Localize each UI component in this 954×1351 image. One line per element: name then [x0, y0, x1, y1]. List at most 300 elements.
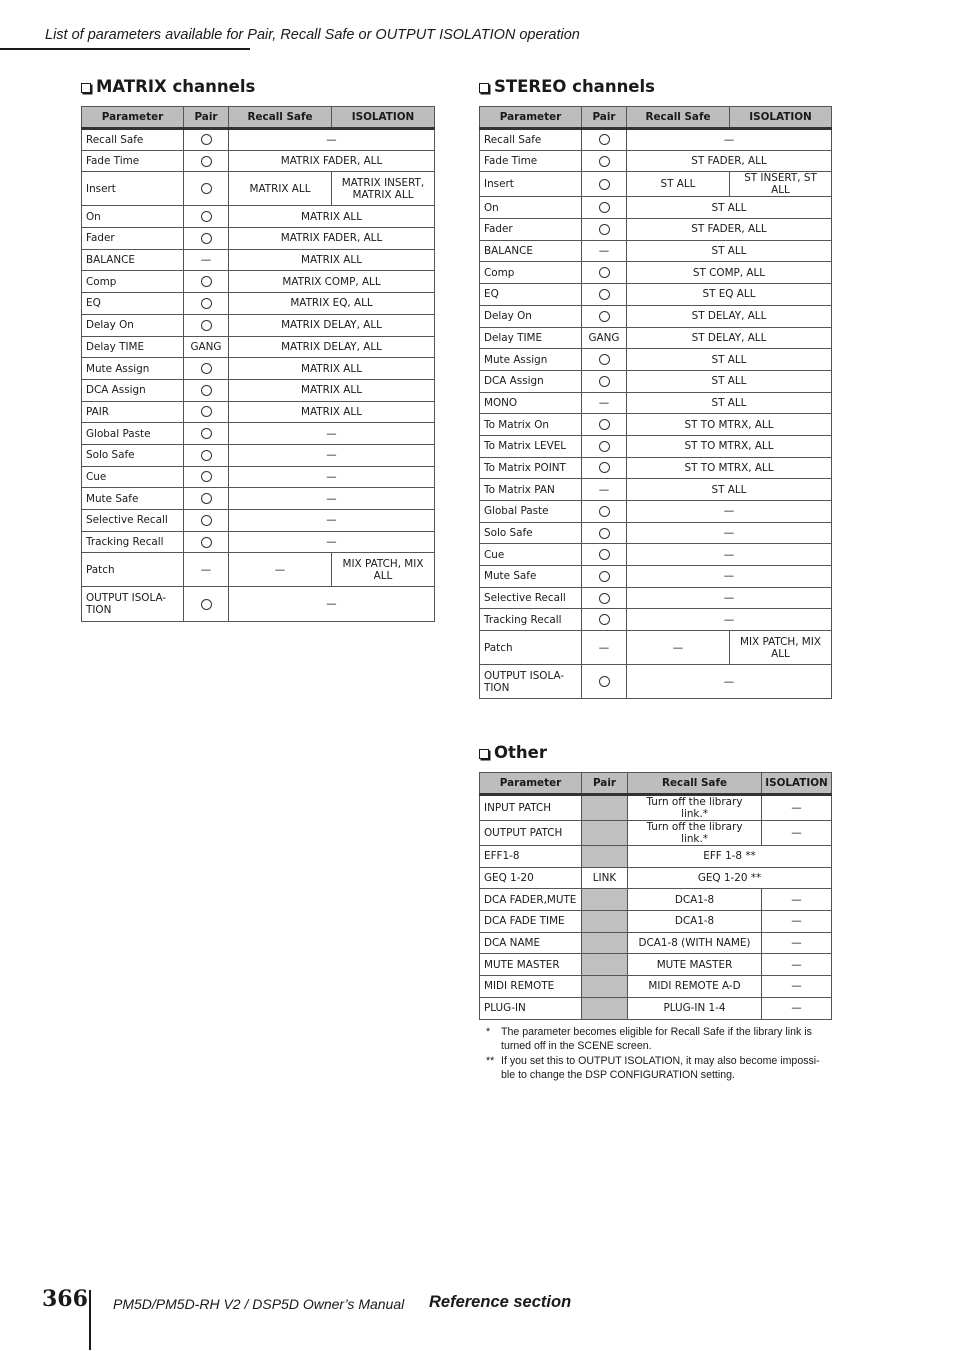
circle-icon	[201, 183, 212, 194]
table-row	[480, 609, 832, 631]
recall-safe-cell: ST ALL	[627, 172, 730, 197]
recall-safe-cell: —	[627, 522, 832, 544]
recall-safe-cell: ST DELAY, ALL	[627, 327, 832, 349]
parameter-cell: BALANCE	[82, 249, 184, 271]
parameter-cell: Global Paste	[82, 423, 184, 445]
table-row	[480, 370, 832, 392]
recall-safe-cell: —	[229, 423, 435, 445]
recall-safe-cell: Turn off the library link.*	[628, 821, 762, 846]
parameter-cell: DCA NAME	[480, 932, 582, 954]
header-rule	[0, 48, 250, 50]
footnote	[482, 1025, 832, 1053]
pair-cell	[582, 889, 628, 911]
table-row	[480, 821, 832, 846]
parameter-cell: Tracking Recall	[82, 531, 184, 553]
table-row	[82, 293, 435, 315]
pair-cell	[184, 271, 229, 293]
recall-safe-cell: MATRIX ALL	[229, 206, 435, 228]
parameter-cell: Cue	[82, 466, 184, 488]
table-row	[480, 327, 832, 349]
table-row	[480, 414, 832, 436]
circle-icon	[201, 428, 212, 439]
recall-safe-cell: DCA1-8 (WITH NAME)	[628, 932, 762, 954]
other-section-title	[479, 743, 547, 762]
table-row	[480, 262, 832, 284]
table-row	[480, 501, 832, 523]
table-row	[480, 349, 832, 371]
parameter-cell: Patch	[82, 553, 184, 587]
recall-safe-cell: ST FADER, ALL	[627, 150, 832, 172]
recall-safe-cell: —	[627, 587, 832, 609]
table-row	[480, 976, 832, 998]
circle-icon	[599, 549, 610, 560]
footnotes	[482, 1025, 832, 1083]
pair-cell: GANG	[582, 327, 627, 349]
table-row	[480, 544, 832, 566]
parameter-cell: DCA FADER,MUTE	[480, 889, 582, 911]
recall-safe-cell: ST TO MTRX, ALL	[627, 435, 832, 457]
parameter-cell: Fade Time	[82, 150, 184, 172]
pair-cell	[582, 150, 627, 172]
pair-cell	[582, 349, 627, 371]
pair-cell	[184, 314, 229, 336]
parameter-cell: Mute Safe	[82, 488, 184, 510]
circle-icon	[599, 419, 610, 430]
isolation-cell: —	[762, 795, 832, 821]
parameter-cell: MIDI REMOTE	[480, 976, 582, 998]
column-header-recall-safe: Recall Safe	[627, 107, 730, 129]
column-header-parameter: Parameter	[480, 773, 582, 795]
other-title-text: Other	[494, 743, 547, 762]
footnote-text: If you set this to OUTPUT ISOLATION, it may also become impossi-ble to change the DSP CONFIGURATION setting.	[501, 1055, 820, 1081]
table-row	[480, 522, 832, 544]
circle-icon	[599, 593, 610, 604]
recall-safe-cell: —	[627, 566, 832, 588]
recall-safe-cell: ST TO MTRX, ALL	[627, 414, 832, 436]
matrix-title-text: MATRIX channels	[96, 77, 256, 96]
table-row	[480, 587, 832, 609]
recall-safe-cell: DCA1-8	[628, 911, 762, 933]
table-row	[480, 867, 832, 889]
pair-cell	[582, 172, 627, 197]
circle-icon	[201, 385, 212, 396]
parameter-cell: EQ	[480, 284, 582, 306]
parameter-cell: Fader	[82, 228, 184, 250]
pair-cell	[582, 795, 628, 821]
table-row	[82, 488, 435, 510]
recall-safe-cell: ST ALL	[627, 349, 832, 371]
parameter-cell: GEQ 1-20	[480, 867, 582, 889]
table-row	[480, 150, 832, 172]
table-row	[480, 911, 832, 933]
circle-icon	[201, 450, 212, 461]
parameter-cell: Mute Assign	[82, 358, 184, 380]
pair-cell	[582, 997, 628, 1019]
recall-safe-cell: —	[229, 129, 435, 151]
pair-cell	[582, 457, 627, 479]
pair-cell	[582, 665, 627, 699]
checkbox-square-icon	[81, 83, 91, 93]
isolation-cell: —	[762, 889, 832, 911]
isolation-cell: —	[762, 976, 832, 998]
recall-safe-cell: ST ALL	[627, 479, 832, 501]
table-row	[480, 172, 832, 197]
circle-icon	[201, 537, 212, 548]
pair-cell: —	[184, 553, 229, 587]
parameter-cell: Selective Recall	[480, 587, 582, 609]
circle-icon	[599, 528, 610, 539]
circle-icon	[599, 224, 610, 235]
circle-icon	[599, 441, 610, 452]
circle-icon	[201, 156, 212, 167]
pair-cell	[184, 401, 229, 423]
circle-icon	[599, 571, 610, 582]
pair-cell	[582, 522, 627, 544]
isolation-cell: —	[762, 954, 832, 976]
pair-cell	[184, 129, 229, 151]
recall-safe-cell: MATRIX COMP, ALL	[229, 271, 435, 293]
recall-safe-cell: ST ALL	[627, 240, 832, 262]
checkbox-square-icon	[479, 749, 489, 759]
pair-cell	[582, 609, 627, 631]
pair-cell	[184, 488, 229, 510]
stereo-section-title	[479, 77, 655, 96]
table-row	[480, 954, 832, 976]
recall-safe-cell: ST EQ ALL	[627, 284, 832, 306]
parameter-cell: On	[82, 206, 184, 228]
pair-cell	[582, 954, 628, 976]
table-row	[480, 457, 832, 479]
table-row	[82, 510, 435, 532]
table-row	[82, 358, 435, 380]
pair-cell: —	[582, 479, 627, 501]
table-row	[480, 392, 832, 414]
table-row	[480, 997, 832, 1019]
parameter-cell: Delay TIME	[82, 336, 184, 358]
parameter-cell: Delay On	[82, 314, 184, 336]
parameter-cell: Selective Recall	[82, 510, 184, 532]
recall-safe-cell: DCA1-8	[628, 889, 762, 911]
parameter-cell: Delay On	[480, 305, 582, 327]
parameter-cell: To Matrix POINT	[480, 457, 582, 479]
parameter-cell: DCA FADE TIME	[480, 911, 582, 933]
recall-safe-cell: MATRIX ALL	[229, 172, 332, 206]
recall-safe-cell: MATRIX ALL	[229, 379, 435, 401]
pair-cell	[184, 358, 229, 380]
parameter-cell: Fader	[480, 219, 582, 241]
parameter-cell: DCA Assign	[480, 370, 582, 392]
parameter-cell: On	[480, 197, 582, 219]
pair-cell	[582, 219, 627, 241]
parameter-cell: Fade Time	[480, 150, 582, 172]
circle-icon	[599, 202, 610, 213]
table-row	[82, 466, 435, 488]
circle-icon	[599, 676, 610, 687]
pair-cell	[184, 587, 229, 622]
circle-icon	[201, 515, 212, 526]
parameter-cell: To Matrix LEVEL	[480, 435, 582, 457]
table-row	[82, 172, 435, 206]
isolation-cell: —	[762, 932, 832, 954]
recall-safe-cell: MATRIX ALL	[229, 358, 435, 380]
column-header-isolation: ISOLATION	[762, 773, 832, 795]
recall-safe-cell: MATRIX DELAY, ALL	[229, 314, 435, 336]
recall-safe-cell: MATRIX ALL	[229, 249, 435, 271]
parameter-cell: OUTPUT PATCH	[480, 821, 582, 846]
recall-safe-cell: ST DELAY, ALL	[627, 305, 832, 327]
pair-cell	[582, 976, 628, 998]
table-row	[82, 228, 435, 250]
pair-cell	[184, 510, 229, 532]
circle-icon	[201, 363, 212, 374]
pair-cell	[582, 587, 627, 609]
column-header-recall-safe: Recall Safe	[229, 107, 332, 129]
parameter-cell: Comp	[480, 262, 582, 284]
table-row	[480, 566, 832, 588]
footnote-text: The parameter becomes eligible for Recall Safe if the library link is turned off in the SCENE screen.	[501, 1026, 812, 1052]
parameter-cell: Cue	[480, 544, 582, 566]
circle-icon	[201, 599, 212, 610]
recall-safe-cell: —	[627, 631, 730, 665]
parameter-cell: PAIR	[82, 401, 184, 423]
circle-icon	[201, 211, 212, 222]
parameter-cell: Solo Safe	[82, 444, 184, 466]
pair-cell	[582, 197, 627, 219]
pair-cell: —	[582, 631, 627, 665]
page-header-title: List of parameters available for Pair, Recall Safe or OUTPUT ISOLATION operation	[45, 27, 580, 43]
circle-icon	[599, 311, 610, 322]
parameter-cell: Recall Safe	[82, 129, 184, 151]
isolation-cell: —	[762, 821, 832, 846]
circle-icon	[599, 289, 610, 300]
recall-safe-cell: EFF 1-8 **	[628, 846, 832, 868]
parameter-cell: DCA Assign	[82, 379, 184, 401]
table-row	[82, 129, 435, 151]
page-number: 366	[42, 1286, 88, 1312]
recall-safe-cell: ST COMP, ALL	[627, 262, 832, 284]
parameter-cell: OUTPUT ISOLA-TION	[82, 587, 184, 622]
column-header-pair: Pair	[582, 107, 627, 129]
circle-icon	[201, 276, 212, 287]
table-row	[480, 889, 832, 911]
pair-cell	[582, 262, 627, 284]
table-row	[480, 932, 832, 954]
pair-cell	[582, 911, 628, 933]
stereo-table	[479, 106, 832, 699]
footnote	[482, 1054, 832, 1082]
pair-cell	[582, 435, 627, 457]
recall-safe-cell: MATRIX FADER, ALL	[229, 150, 435, 172]
parameter-cell: Delay TIME	[480, 327, 582, 349]
pair-cell	[582, 821, 628, 846]
parameter-cell: Mute Safe	[480, 566, 582, 588]
recall-safe-cell: —	[229, 587, 435, 622]
table-row	[82, 379, 435, 401]
circle-icon	[599, 134, 610, 145]
recall-safe-cell: ST FADER, ALL	[627, 219, 832, 241]
parameter-cell: Solo Safe	[480, 522, 582, 544]
pair-cell	[582, 414, 627, 436]
circle-icon	[201, 406, 212, 417]
circle-icon	[201, 320, 212, 331]
pair-cell	[582, 305, 627, 327]
pair-cell	[184, 531, 229, 553]
table-row	[82, 401, 435, 423]
isolation-cell: MIX PATCH, MIX ALL	[730, 631, 832, 665]
footer-manual-title: PM5D/PM5D-RH V2 / DSP5D Owner’s Manual	[113, 1296, 405, 1312]
parameter-cell: To Matrix PAN	[480, 479, 582, 501]
isolation-cell: ST INSERT, ST ALL	[730, 172, 832, 197]
circle-icon	[201, 233, 212, 244]
pair-cell	[184, 150, 229, 172]
pair-cell	[184, 172, 229, 206]
recall-safe-cell: —	[627, 609, 832, 631]
recall-safe-cell: MUTE MASTER	[628, 954, 762, 976]
column-header-parameter: Parameter	[82, 107, 184, 129]
matrix-table	[81, 106, 435, 622]
circle-icon	[201, 471, 212, 482]
recall-safe-cell: —	[627, 544, 832, 566]
pair-cell: GANG	[184, 336, 229, 358]
recall-safe-cell: —	[229, 466, 435, 488]
recall-safe-cell: —	[229, 531, 435, 553]
parameter-cell: OUTPUT ISOLA-TION	[480, 665, 582, 699]
table-row	[82, 206, 435, 228]
recall-safe-cell: PLUG-IN 1-4	[628, 997, 762, 1019]
other-table	[479, 772, 832, 1020]
table-row	[480, 129, 832, 151]
parameter-cell: Comp	[82, 271, 184, 293]
footnote-mark: *	[486, 1026, 491, 1038]
table-row	[82, 444, 435, 466]
pair-cell	[582, 566, 627, 588]
recall-safe-cell: —	[229, 510, 435, 532]
circle-icon	[599, 506, 610, 517]
recall-safe-cell: —	[627, 129, 832, 151]
table-row	[82, 423, 435, 445]
circle-icon	[201, 134, 212, 145]
circle-icon	[201, 493, 212, 504]
recall-safe-cell: MATRIX DELAY, ALL	[229, 336, 435, 358]
circle-icon	[201, 298, 212, 309]
parameter-cell: To Matrix On	[480, 414, 582, 436]
parameter-cell: EFF1-8	[480, 846, 582, 868]
circle-icon	[599, 179, 610, 190]
recall-safe-cell: MIDI REMOTE A-D	[628, 976, 762, 998]
recall-safe-cell: —	[627, 501, 832, 523]
recall-safe-cell: Turn off the library link.*	[628, 795, 762, 821]
table-row	[480, 240, 832, 262]
checkbox-square-icon	[479, 83, 489, 93]
recall-safe-cell: ST ALL	[627, 197, 832, 219]
table-row	[82, 271, 435, 293]
matrix-table-header	[82, 107, 435, 129]
recall-safe-cell: —	[627, 665, 832, 699]
footer-section-name: Reference section	[429, 1293, 572, 1311]
table-row	[480, 665, 832, 699]
column-header-recall-safe: Recall Safe	[628, 773, 762, 795]
footer-divider	[89, 1290, 91, 1350]
table-row	[480, 435, 832, 457]
isolation-cell: MIX PATCH, MIX ALL	[332, 553, 435, 587]
table-row	[82, 531, 435, 553]
isolation-cell: —	[762, 911, 832, 933]
recall-safe-cell: MATRIX EQ, ALL	[229, 293, 435, 315]
parameter-cell: BALANCE	[480, 240, 582, 262]
pair-cell: —	[582, 392, 627, 414]
circle-icon	[599, 614, 610, 625]
circle-icon	[599, 354, 610, 365]
pair-cell	[184, 444, 229, 466]
parameter-cell: INPUT PATCH	[480, 795, 582, 821]
table-row	[82, 587, 435, 622]
table-row	[82, 314, 435, 336]
table-row	[480, 631, 832, 665]
pair-cell	[582, 370, 627, 392]
pair-cell	[184, 206, 229, 228]
table-row	[480, 219, 832, 241]
footnote-mark: **	[486, 1055, 495, 1067]
pair-cell	[582, 932, 628, 954]
recall-safe-cell: ST ALL	[627, 392, 832, 414]
parameter-cell: Recall Safe	[480, 129, 582, 151]
recall-safe-cell: GEQ 1-20 **	[628, 867, 832, 889]
recall-safe-cell: MATRIX FADER, ALL	[229, 228, 435, 250]
parameter-cell: Insert	[82, 172, 184, 206]
pair-cell: —	[582, 240, 627, 262]
matrix-section-title	[81, 77, 255, 96]
table-row	[480, 846, 832, 868]
pair-cell	[582, 846, 628, 868]
table-row	[82, 150, 435, 172]
recall-safe-cell: ST ALL	[627, 370, 832, 392]
parameter-cell: MONO	[480, 392, 582, 414]
pair-cell	[184, 293, 229, 315]
pair-cell	[582, 129, 627, 151]
recall-safe-cell: —	[229, 444, 435, 466]
column-header-isolation: ISOLATION	[730, 107, 832, 129]
table-row	[82, 336, 435, 358]
table-row	[480, 305, 832, 327]
recall-safe-cell: —	[229, 553, 332, 587]
circle-icon	[599, 376, 610, 387]
parameter-cell: PLUG-IN	[480, 997, 582, 1019]
column-header-pair: Pair	[582, 773, 628, 795]
column-header-parameter: Parameter	[480, 107, 582, 129]
parameter-cell: EQ	[82, 293, 184, 315]
recall-safe-cell: ST TO MTRX, ALL	[627, 457, 832, 479]
recall-safe-cell: —	[229, 488, 435, 510]
stereo-table-header	[480, 107, 832, 129]
table-row	[82, 553, 435, 587]
isolation-cell: —	[762, 997, 832, 1019]
circle-icon	[599, 267, 610, 278]
pair-cell	[582, 501, 627, 523]
pair-cell	[184, 379, 229, 401]
parameter-cell: Insert	[480, 172, 582, 197]
pair-cell: LINK	[582, 867, 628, 889]
other-table-header	[480, 773, 832, 795]
stereo-title-text: STEREO channels	[494, 77, 655, 96]
table-row	[480, 795, 832, 821]
pair-cell	[184, 466, 229, 488]
table-row	[480, 197, 832, 219]
isolation-cell: MATRIX INSERT, MATRIX ALL	[332, 172, 435, 206]
recall-safe-cell: MATRIX ALL	[229, 401, 435, 423]
parameter-cell: MUTE MASTER	[480, 954, 582, 976]
parameter-cell: Mute Assign	[480, 349, 582, 371]
circle-icon	[599, 156, 610, 167]
